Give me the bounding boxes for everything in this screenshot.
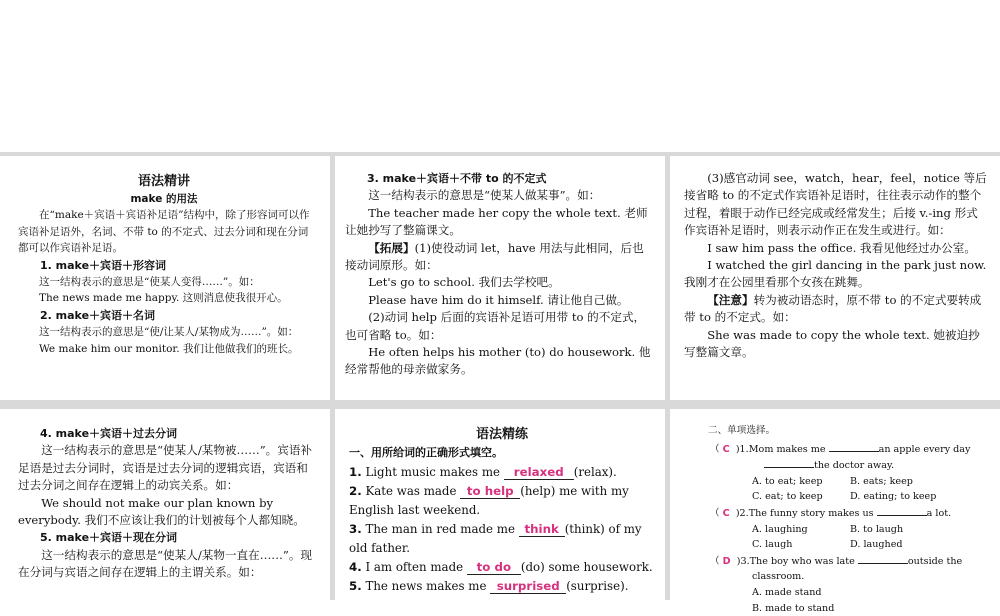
item-text: The news makes me bbox=[365, 579, 487, 594]
answer-blank: to do bbox=[467, 560, 521, 575]
heading-3: 3. make＋宾语＋不带 to 的不定式 bbox=[367, 172, 547, 185]
example-5: Please have him do it himself. 请让他自己做。 bbox=[368, 292, 629, 307]
item-text: Kate was made bbox=[365, 484, 457, 499]
answer-blank: relaxed bbox=[504, 465, 574, 480]
mc-answer: C bbox=[722, 507, 730, 519]
option-c[interactable]: C. eat; to keep bbox=[752, 491, 823, 503]
option-d[interactable]: D. laughed bbox=[850, 539, 903, 551]
option-c[interactable]: C. laugh bbox=[752, 539, 793, 551]
example-10: We should not make our plan known by everybody. 我们不应该让我们的计划被每个人都知晓。 bbox=[18, 495, 305, 528]
note-paragraph bbox=[684, 292, 988, 327]
mc-options bbox=[708, 474, 992, 490]
extension-paragraph-1 bbox=[345, 240, 653, 275]
card-subtitle: make 的用法 bbox=[130, 193, 198, 205]
note-tag: 【注意】 bbox=[707, 292, 754, 307]
exercise-item bbox=[349, 482, 655, 520]
card-title: 语法精讲 bbox=[137, 174, 190, 189]
mc-section-heading: 二、单项选择。 bbox=[708, 425, 776, 436]
example-3: The teacher made her copy the whole text. 老师让她抄写了整篇课文。 bbox=[345, 205, 648, 238]
intro-paragraph: 在“make＋宾语＋宾语补足语”结构中，除了形容词可以作宾语补足语外，名词、不带 to 的不定式、过去分词和现在分词都可以作宾语补足语。 bbox=[18, 209, 310, 254]
exercise-title: 语法精练 bbox=[475, 427, 528, 442]
mc-question-1: （ C )1.Mom makes me an apple every day bbox=[710, 441, 992, 458]
example-4: Let's go to school. 我们去学校吧。 bbox=[368, 275, 560, 290]
item-number: 3. bbox=[349, 522, 362, 537]
mc-question-1-cont: the doctor away. bbox=[708, 457, 992, 474]
answer-blank: to help bbox=[460, 484, 520, 499]
answer-blank: think bbox=[519, 522, 565, 537]
example-8: I watched the girl dancing in the park just now. 我刚才在公园里看那个女孩在跳舞。 bbox=[684, 258, 987, 290]
grammar-card-sense-verbs bbox=[670, 156, 1000, 400]
extension-tag: 【拓展】 bbox=[368, 240, 415, 255]
paragraph-2: 这一结构表示的意思是“使/让某人/某物成为……”。如： bbox=[39, 326, 299, 339]
question-blank bbox=[877, 505, 927, 516]
option-a[interactable]: A. made stand bbox=[752, 586, 822, 598]
exercise-item bbox=[349, 558, 655, 577]
item-number: 5. bbox=[349, 579, 362, 594]
mc-question-3-cont: classroom. bbox=[752, 571, 805, 583]
mc-options bbox=[708, 489, 992, 505]
paragraph-5: 这一结构表示的意思是“使某人/某物一直在……”。现在分词与宾语之间存在逻辑上的主谓关系。如： bbox=[18, 547, 313, 580]
exercise-card-multiple-choice bbox=[670, 409, 1000, 614]
mc-options bbox=[708, 585, 992, 601]
mc-answer: D bbox=[722, 555, 731, 567]
item-hint: (surprise). bbox=[566, 579, 629, 594]
grammar-card-participles bbox=[0, 409, 330, 600]
mc-options bbox=[708, 601, 992, 616]
exercise-item bbox=[349, 463, 655, 482]
extension-paragraph-2: (2)动词 help 后面的宾语补足语可用带 to 的不定式，也可省略 to。如： bbox=[345, 310, 646, 342]
heading-1: 1. make＋宾语＋形容词 bbox=[40, 258, 167, 272]
sense-verbs-paragraph: (3)感官动词 see，watch，hear，feel，notice 等后接省略 to 的不定式作宾语补足语时，往往表示动作的整个过程，着眼于动作已经完成或经常发生；后接 v.-ing 形式作宾语补足语时，则表示动作正在发生或进行。如： bbox=[684, 171, 987, 238]
exercise-card-fill-blanks bbox=[335, 409, 665, 600]
option-a[interactable]: A. laughing bbox=[752, 523, 808, 535]
question-blank bbox=[829, 441, 879, 452]
item-number: 1. bbox=[349, 465, 362, 480]
example-9: She was made to copy the whole text. 她被迫抄写整篇文章。 bbox=[684, 327, 980, 360]
item-text: Light music makes me bbox=[365, 465, 500, 480]
heading-5: 5. make＋宾语＋现在分词 bbox=[40, 531, 178, 545]
example-6: He often helps his mother (to) do housework. 他经常帮他的母亲做家务。 bbox=[345, 345, 651, 377]
heading-2: 2. make＋宾语＋名词 bbox=[40, 308, 156, 322]
paragraph-3: 这一结构表示的意思是“使某人做某事”。如： bbox=[368, 188, 601, 203]
exercise-item bbox=[349, 520, 655, 558]
mc-options bbox=[708, 522, 992, 538]
item-hint: (do) some housework. bbox=[520, 560, 653, 575]
example-7: I saw him pass the office. 我看见他经过办公室。 bbox=[707, 240, 976, 255]
mc-question-2: （ C )2.The funny story makes us a lot. bbox=[710, 505, 992, 522]
grammar-card-infinitive bbox=[335, 156, 665, 400]
option-a[interactable]: A. to eat; keep bbox=[752, 475, 823, 487]
extension-text-1: (1)使役动词 let，have 用法与此相同，后也接动词原形。如： bbox=[345, 240, 644, 273]
example-1: The news made me happy. 这则消息使我很开心。 bbox=[39, 292, 288, 305]
heading-4: 4. make＋宾语＋过去分词 bbox=[40, 427, 178, 440]
grammar-card-make-usage bbox=[0, 156, 330, 400]
paragraph-1: 这一结构表示的意思是“使某人变得……”。如： bbox=[39, 275, 260, 288]
example-2: We make him our monitor. 我们让他做我们的班长。 bbox=[39, 342, 299, 355]
item-text: I am often made bbox=[365, 560, 464, 575]
item-text: The man in red made me bbox=[365, 522, 515, 537]
question-blank bbox=[764, 457, 814, 468]
item-number: 4. bbox=[349, 560, 362, 575]
item-number: 2. bbox=[349, 484, 362, 499]
option-b[interactable]: B. made to stand bbox=[752, 602, 835, 614]
exercise-section-heading: 一、用所给词的正确形式填空。 bbox=[349, 446, 503, 459]
option-b[interactable]: B. to laugh bbox=[850, 523, 904, 535]
item-hint: (think) of my old father. bbox=[349, 522, 642, 556]
item-hint: (help) me with my English last weekend. bbox=[349, 484, 629, 518]
item-hint: (relax). bbox=[573, 465, 617, 480]
mc-question-3: （ D )3.The boy who was late outside the bbox=[710, 553, 992, 570]
answer-blank: surprised bbox=[490, 579, 566, 594]
option-d[interactable]: D. eating; to keep bbox=[850, 491, 937, 503]
option-b[interactable]: B. eats; keep bbox=[850, 475, 913, 487]
exercise-item bbox=[349, 577, 655, 596]
paragraph-4: 这一结构表示的意思是“使某人/某物被……”。宾语补足语是过去分词时，宾语是过去分词的逻辑宾语，宾语和过去分词之间存在逻辑上的动宾关系。如： bbox=[18, 443, 313, 493]
mc-options bbox=[708, 537, 992, 553]
mc-answer: C bbox=[722, 443, 730, 455]
question-blank bbox=[858, 553, 908, 564]
note-text: 转为被动语态时，原不带 to 的不定式要转成带 to 的不定式。如： bbox=[684, 292, 982, 325]
